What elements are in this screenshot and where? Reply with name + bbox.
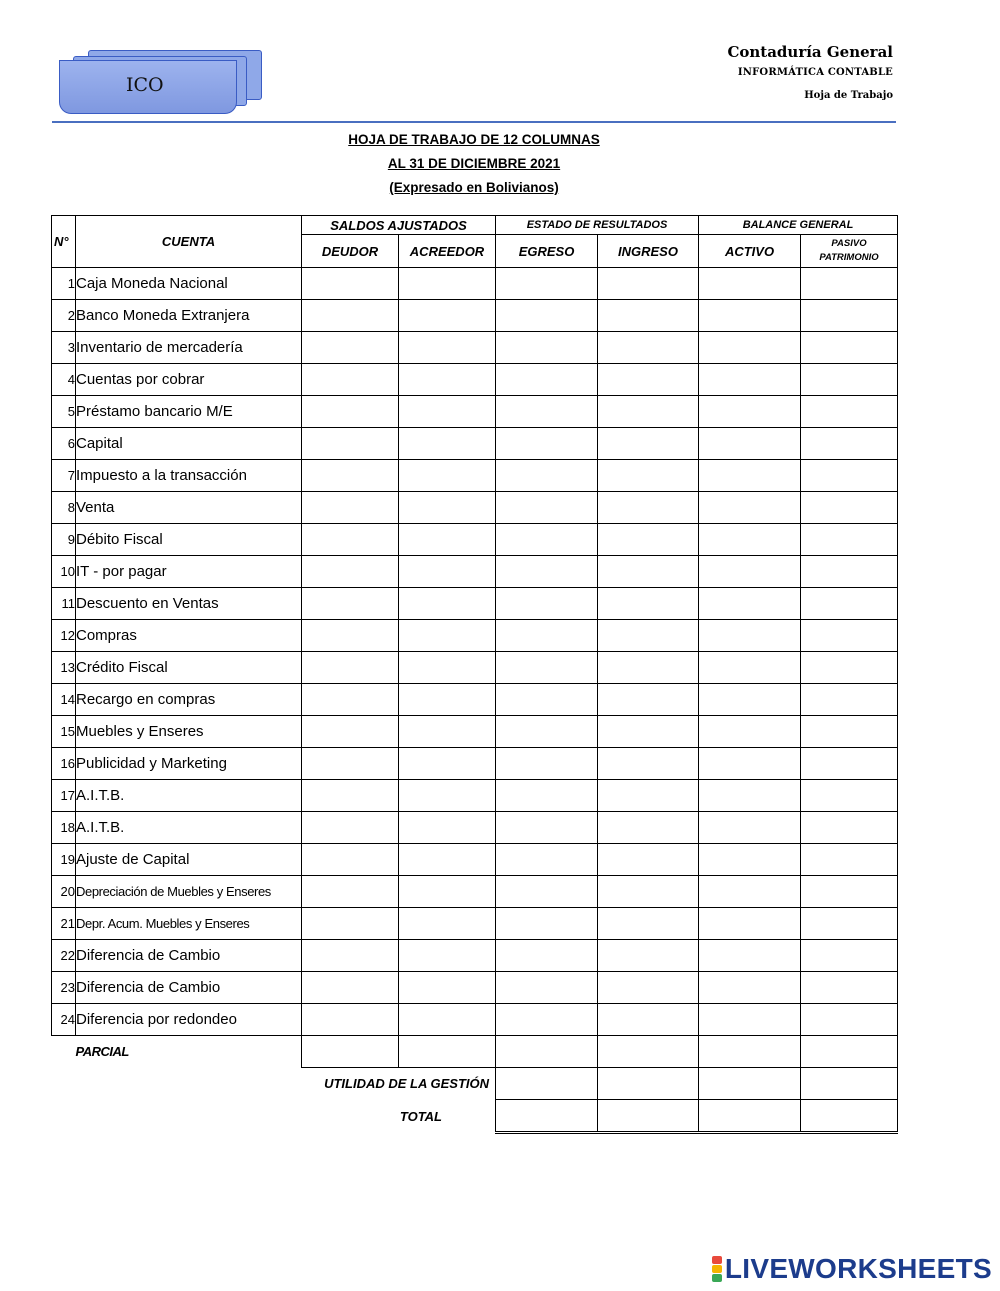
cell-input[interactable] xyxy=(598,1036,699,1068)
brand-block xyxy=(712,1274,722,1282)
cell-input[interactable] xyxy=(496,428,598,460)
cell-input[interactable] xyxy=(399,332,496,364)
cell-input[interactable] xyxy=(598,684,699,716)
cell-input[interactable] xyxy=(496,492,598,524)
cell-input[interactable] xyxy=(496,716,598,748)
cell-input[interactable] xyxy=(699,332,801,364)
row-number: 23 xyxy=(52,972,76,1004)
table-row xyxy=(52,364,898,396)
col-header-deudor: DEUDOR xyxy=(302,235,399,268)
table-row xyxy=(52,908,898,940)
cell-input[interactable] xyxy=(598,1068,699,1100)
table-row xyxy=(52,428,898,460)
cell-input[interactable] xyxy=(302,396,399,428)
cell-input[interactable] xyxy=(598,940,699,972)
cell-input[interactable] xyxy=(399,364,496,396)
account-name: Compras xyxy=(76,620,302,652)
col-header-account: CUENTA xyxy=(76,216,302,268)
cell-input[interactable] xyxy=(598,620,699,652)
cell-input[interactable] xyxy=(801,268,898,300)
cell-input[interactable] xyxy=(302,652,399,684)
document-type: Hoja de Trabajo xyxy=(804,90,893,101)
cell-input[interactable] xyxy=(399,1004,496,1036)
cell-input[interactable] xyxy=(801,1100,898,1133)
cell-input[interactable] xyxy=(801,972,898,1004)
cell-input[interactable] xyxy=(699,524,801,556)
cell-input[interactable] xyxy=(801,1004,898,1036)
cell-input[interactable] xyxy=(699,780,801,812)
cell-input[interactable] xyxy=(801,460,898,492)
cell-input[interactable] xyxy=(699,1036,801,1068)
cell-input[interactable] xyxy=(399,556,496,588)
cell-input[interactable] xyxy=(302,780,399,812)
worksheet-rows xyxy=(52,268,898,1036)
account-name: Débito Fiscal xyxy=(76,524,302,556)
account-name: Banco Moneda Extranjera xyxy=(76,300,302,332)
cell-input[interactable] xyxy=(699,972,801,1004)
cell-input[interactable] xyxy=(302,844,399,876)
cell-input[interactable] xyxy=(598,588,699,620)
cell-input[interactable] xyxy=(496,876,598,908)
row-number: 18 xyxy=(52,812,76,844)
cell-input[interactable] xyxy=(699,748,801,780)
cell-input[interactable] xyxy=(801,780,898,812)
row-number: 4 xyxy=(52,364,76,396)
col-header-pasivo-patrimonio: PASIVO PATRIMONIO xyxy=(801,235,898,268)
cell-input[interactable] xyxy=(399,1036,496,1068)
cell-input[interactable] xyxy=(496,652,598,684)
cell-input[interactable] xyxy=(598,428,699,460)
table-row xyxy=(52,940,898,972)
cell-input[interactable] xyxy=(699,396,801,428)
row-number: 15 xyxy=(52,716,76,748)
table-row xyxy=(52,876,898,908)
cell-input[interactable] xyxy=(496,268,598,300)
table-row xyxy=(52,588,898,620)
cell-input[interactable] xyxy=(399,716,496,748)
account-name: Depreciación de Muebles y Enseres xyxy=(76,876,302,908)
cell-input[interactable] xyxy=(302,268,399,300)
account-name: IT - por pagar xyxy=(76,556,302,588)
cell-input[interactable] xyxy=(699,876,801,908)
cell-input[interactable] xyxy=(699,684,801,716)
cell-input[interactable] xyxy=(496,556,598,588)
table-row xyxy=(52,684,898,716)
cell-input[interactable] xyxy=(496,812,598,844)
cell-input[interactable] xyxy=(699,588,801,620)
cell-input[interactable] xyxy=(699,460,801,492)
cell-input[interactable] xyxy=(399,684,496,716)
account-name: Venta xyxy=(76,492,302,524)
cell-input[interactable] xyxy=(699,716,801,748)
cell-input[interactable] xyxy=(801,428,898,460)
cell-input[interactable] xyxy=(302,588,399,620)
cell-input[interactable] xyxy=(699,492,801,524)
cell-input[interactable] xyxy=(598,492,699,524)
row-number: 13 xyxy=(52,652,76,684)
account-name: Capital xyxy=(76,428,302,460)
cell-input[interactable] xyxy=(598,1100,699,1133)
cell-input[interactable] xyxy=(399,620,496,652)
cell-input[interactable] xyxy=(496,908,598,940)
cell-input[interactable] xyxy=(496,972,598,1004)
cell-input[interactable] xyxy=(302,364,399,396)
table-row xyxy=(52,844,898,876)
account-name: Crédito Fiscal xyxy=(76,652,302,684)
account-name: Préstamo bancario M/E xyxy=(76,396,302,428)
cell-input[interactable] xyxy=(598,844,699,876)
account-name: Recargo en compras xyxy=(76,684,302,716)
cell-input[interactable] xyxy=(399,460,496,492)
cell-input[interactable] xyxy=(496,940,598,972)
brand-logo-icon xyxy=(712,1256,722,1282)
cell-input[interactable] xyxy=(699,364,801,396)
table-row xyxy=(52,620,898,652)
cell-input[interactable] xyxy=(598,300,699,332)
cell-input[interactable] xyxy=(699,1004,801,1036)
cell-input[interactable] xyxy=(699,1068,801,1100)
cell-input[interactable] xyxy=(801,1068,898,1100)
col-header-number: N° xyxy=(52,216,76,268)
row-number: 1 xyxy=(52,268,76,300)
table-row xyxy=(52,652,898,684)
header-divider xyxy=(52,121,896,123)
cell-input[interactable] xyxy=(801,716,898,748)
table-row xyxy=(52,556,898,588)
row-number: 10 xyxy=(52,556,76,588)
row-number: 8 xyxy=(52,492,76,524)
row-number: 20 xyxy=(52,876,76,908)
cell-input[interactable] xyxy=(598,396,699,428)
parcial-label-cell xyxy=(52,1036,302,1068)
cell-input[interactable] xyxy=(699,620,801,652)
cell-input[interactable] xyxy=(699,428,801,460)
title-line-3: (Expresado en Bolivianos) xyxy=(389,180,559,195)
col-header-egreso: EGRESO xyxy=(496,235,598,268)
row-number: 19 xyxy=(52,844,76,876)
row-number: 2 xyxy=(52,300,76,332)
row-number: 7 xyxy=(52,460,76,492)
cell-input[interactable] xyxy=(801,748,898,780)
account-name: A.I.T.B. xyxy=(76,812,302,844)
cell-input[interactable] xyxy=(302,812,399,844)
sheet-titles xyxy=(52,128,896,200)
cell-input[interactable] xyxy=(302,556,399,588)
cell-input[interactable] xyxy=(399,780,496,812)
cell-input[interactable] xyxy=(801,652,898,684)
cell-input[interactable] xyxy=(302,716,399,748)
account-name: Caja Moneda Nacional xyxy=(76,268,302,300)
cell-input[interactable] xyxy=(801,396,898,428)
cell-input[interactable] xyxy=(801,364,898,396)
cell-input[interactable] xyxy=(496,1004,598,1036)
account-name: Cuentas por cobrar xyxy=(76,364,302,396)
cell-input[interactable] xyxy=(699,300,801,332)
cell-input[interactable] xyxy=(496,748,598,780)
cell-input[interactable] xyxy=(598,716,699,748)
table-row xyxy=(52,492,898,524)
cell-input[interactable] xyxy=(302,620,399,652)
table-row xyxy=(52,972,898,1004)
brand-block xyxy=(712,1256,722,1264)
cell-input[interactable] xyxy=(302,428,399,460)
account-name: Diferencia de Cambio xyxy=(76,940,302,972)
cell-input[interactable] xyxy=(801,876,898,908)
cell-input[interactable] xyxy=(302,300,399,332)
cell-input[interactable] xyxy=(598,652,699,684)
cell-input[interactable] xyxy=(598,908,699,940)
table-row xyxy=(52,780,898,812)
cell-input[interactable] xyxy=(399,428,496,460)
row-number: 14 xyxy=(52,684,76,716)
cell-input[interactable] xyxy=(699,844,801,876)
cell-input[interactable] xyxy=(496,364,598,396)
cell-input[interactable] xyxy=(598,972,699,1004)
cell-input[interactable] xyxy=(598,780,699,812)
cell-input[interactable] xyxy=(399,652,496,684)
row-number: 12 xyxy=(52,620,76,652)
col-header-acreedor: ACREEDOR xyxy=(399,235,496,268)
account-name: Ajuste de Capital xyxy=(76,844,302,876)
org-name: Contaduría General xyxy=(727,43,893,61)
row-number: 22 xyxy=(52,940,76,972)
cell-input[interactable] xyxy=(302,492,399,524)
row-number: 6 xyxy=(52,428,76,460)
cell-input[interactable] xyxy=(399,492,496,524)
cell-input[interactable] xyxy=(598,332,699,364)
cell-input[interactable] xyxy=(699,940,801,972)
cell-input[interactable] xyxy=(598,876,699,908)
cell-input[interactable] xyxy=(302,460,399,492)
cell-input[interactable] xyxy=(801,556,898,588)
cell-input[interactable] xyxy=(496,524,598,556)
header-info xyxy=(727,43,893,101)
cell-input[interactable] xyxy=(598,524,699,556)
cell-input[interactable] xyxy=(496,460,598,492)
table-row xyxy=(52,396,898,428)
table-row xyxy=(52,332,898,364)
table-row xyxy=(52,716,898,748)
ico-logo xyxy=(58,46,268,116)
cell-input[interactable] xyxy=(801,1036,898,1068)
row-number: 21 xyxy=(52,908,76,940)
cell-input[interactable] xyxy=(801,940,898,972)
cell-input[interactable] xyxy=(598,460,699,492)
account-name: Muebles y Enseres xyxy=(76,716,302,748)
cell-input[interactable] xyxy=(598,556,699,588)
cell-input[interactable] xyxy=(399,748,496,780)
cell-input[interactable] xyxy=(801,300,898,332)
table-row xyxy=(52,524,898,556)
cell-input[interactable] xyxy=(801,908,898,940)
cell-input[interactable] xyxy=(496,1036,598,1068)
account-name: Depr. Acum. Muebles y Enseres xyxy=(76,908,302,940)
cell-input[interactable] xyxy=(399,588,496,620)
row-number: 3 xyxy=(52,332,76,364)
table-row xyxy=(52,748,898,780)
account-name: Impuesto a la transacción xyxy=(76,460,302,492)
row-number: 5 xyxy=(52,396,76,428)
worksheet-table xyxy=(51,215,898,1134)
cell-input[interactable] xyxy=(699,652,801,684)
cell-input[interactable] xyxy=(598,1004,699,1036)
cell-input[interactable] xyxy=(399,844,496,876)
cell-input[interactable] xyxy=(399,300,496,332)
cell-input[interactable] xyxy=(801,844,898,876)
cell-input[interactable] xyxy=(598,748,699,780)
cell-input[interactable] xyxy=(399,524,496,556)
cell-input[interactable] xyxy=(399,876,496,908)
cell-input[interactable] xyxy=(302,524,399,556)
cell-input[interactable] xyxy=(598,364,699,396)
account-name: A.I.T.B. xyxy=(76,780,302,812)
group-estado-resultados: ESTADO DE RESULTADOS xyxy=(496,216,699,235)
cell-input[interactable] xyxy=(302,684,399,716)
cell-input[interactable] xyxy=(302,908,399,940)
cell-input[interactable] xyxy=(598,812,699,844)
table-row xyxy=(52,300,898,332)
utilidad-label: UTILIDAD DE LA GESTIÓN xyxy=(324,1076,489,1092)
cell-input[interactable] xyxy=(302,940,399,972)
row-number: 9 xyxy=(52,524,76,556)
cell-input[interactable] xyxy=(699,1100,801,1133)
cell-input[interactable] xyxy=(302,876,399,908)
brand-block xyxy=(712,1265,722,1273)
cell-input[interactable] xyxy=(801,684,898,716)
cell-input[interactable] xyxy=(399,396,496,428)
account-name: Diferencia de Cambio xyxy=(76,972,302,1004)
cell-input[interactable] xyxy=(801,524,898,556)
cell-input[interactable] xyxy=(496,1100,598,1133)
table-row xyxy=(52,268,898,300)
cell-input[interactable] xyxy=(399,940,496,972)
cell-input[interactable] xyxy=(801,332,898,364)
cell-input[interactable] xyxy=(496,588,598,620)
total-label: TOTAL xyxy=(399,1108,442,1124)
row-number: 11 xyxy=(52,588,76,620)
cell-input[interactable] xyxy=(496,684,598,716)
cell-input[interactable] xyxy=(496,1068,598,1100)
cell-input[interactable] xyxy=(399,812,496,844)
account-name: Inventario de mercadería xyxy=(76,332,302,364)
cell-input[interactable] xyxy=(302,748,399,780)
cell-input[interactable] xyxy=(699,812,801,844)
group-balance-general: BALANCE GENERAL xyxy=(699,216,898,235)
subject-name: INFORMÁTICA CONTABLE xyxy=(737,67,893,78)
cell-input[interactable] xyxy=(801,492,898,524)
cell-input[interactable] xyxy=(496,332,598,364)
cell-input[interactable] xyxy=(302,972,399,1004)
cell-input[interactable] xyxy=(699,268,801,300)
cell-input[interactable] xyxy=(496,396,598,428)
account-name: Publicidad y Marketing xyxy=(76,748,302,780)
cell-input[interactable] xyxy=(598,268,699,300)
spacer xyxy=(52,1068,302,1100)
cell-input[interactable] xyxy=(302,1036,399,1068)
cell-input[interactable] xyxy=(699,908,801,940)
cell-input[interactable] xyxy=(801,812,898,844)
cell-input[interactable] xyxy=(302,332,399,364)
cell-input[interactable] xyxy=(699,556,801,588)
cell-input[interactable] xyxy=(399,972,496,1004)
row-number: 24 xyxy=(52,1004,76,1036)
cell-input[interactable] xyxy=(399,268,496,300)
row-number: 17 xyxy=(52,780,76,812)
cell-input[interactable] xyxy=(302,1004,399,1036)
table-row xyxy=(52,460,898,492)
cell-input[interactable] xyxy=(496,300,598,332)
col-header-ingreso: INGRESO xyxy=(598,235,699,268)
worksheet-summary xyxy=(52,1036,898,1133)
cell-input[interactable] xyxy=(801,588,898,620)
group-saldos-ajustados: SALDOS AJUSTADOS xyxy=(302,216,496,235)
brand-text: LIVEWORKSHEETS xyxy=(724,1253,992,1284)
liveworksheets-brand xyxy=(712,1253,992,1285)
cell-input[interactable] xyxy=(399,908,496,940)
account-name: Diferencia por redondeo xyxy=(76,1004,302,1036)
row-number: 16 xyxy=(52,748,76,780)
title-line-2: AL 31 DE DICIEMBRE 2021 xyxy=(387,156,561,171)
cell-input[interactable] xyxy=(496,844,598,876)
logo-text: ICO xyxy=(126,74,164,96)
table-row xyxy=(52,1004,898,1036)
cell-input[interactable] xyxy=(801,620,898,652)
title-line-1: HOJA DE TRABAJO DE 12 COLUMNAS xyxy=(348,132,600,147)
col-header-activo: ACTIVO xyxy=(699,235,801,268)
spacer xyxy=(52,1100,302,1133)
parcial-label: PARCIAL xyxy=(75,1043,129,1059)
account-name: Descuento en Ventas xyxy=(76,588,302,620)
cell-input[interactable] xyxy=(496,780,598,812)
table-row xyxy=(52,812,898,844)
cell-input[interactable] xyxy=(496,620,598,652)
